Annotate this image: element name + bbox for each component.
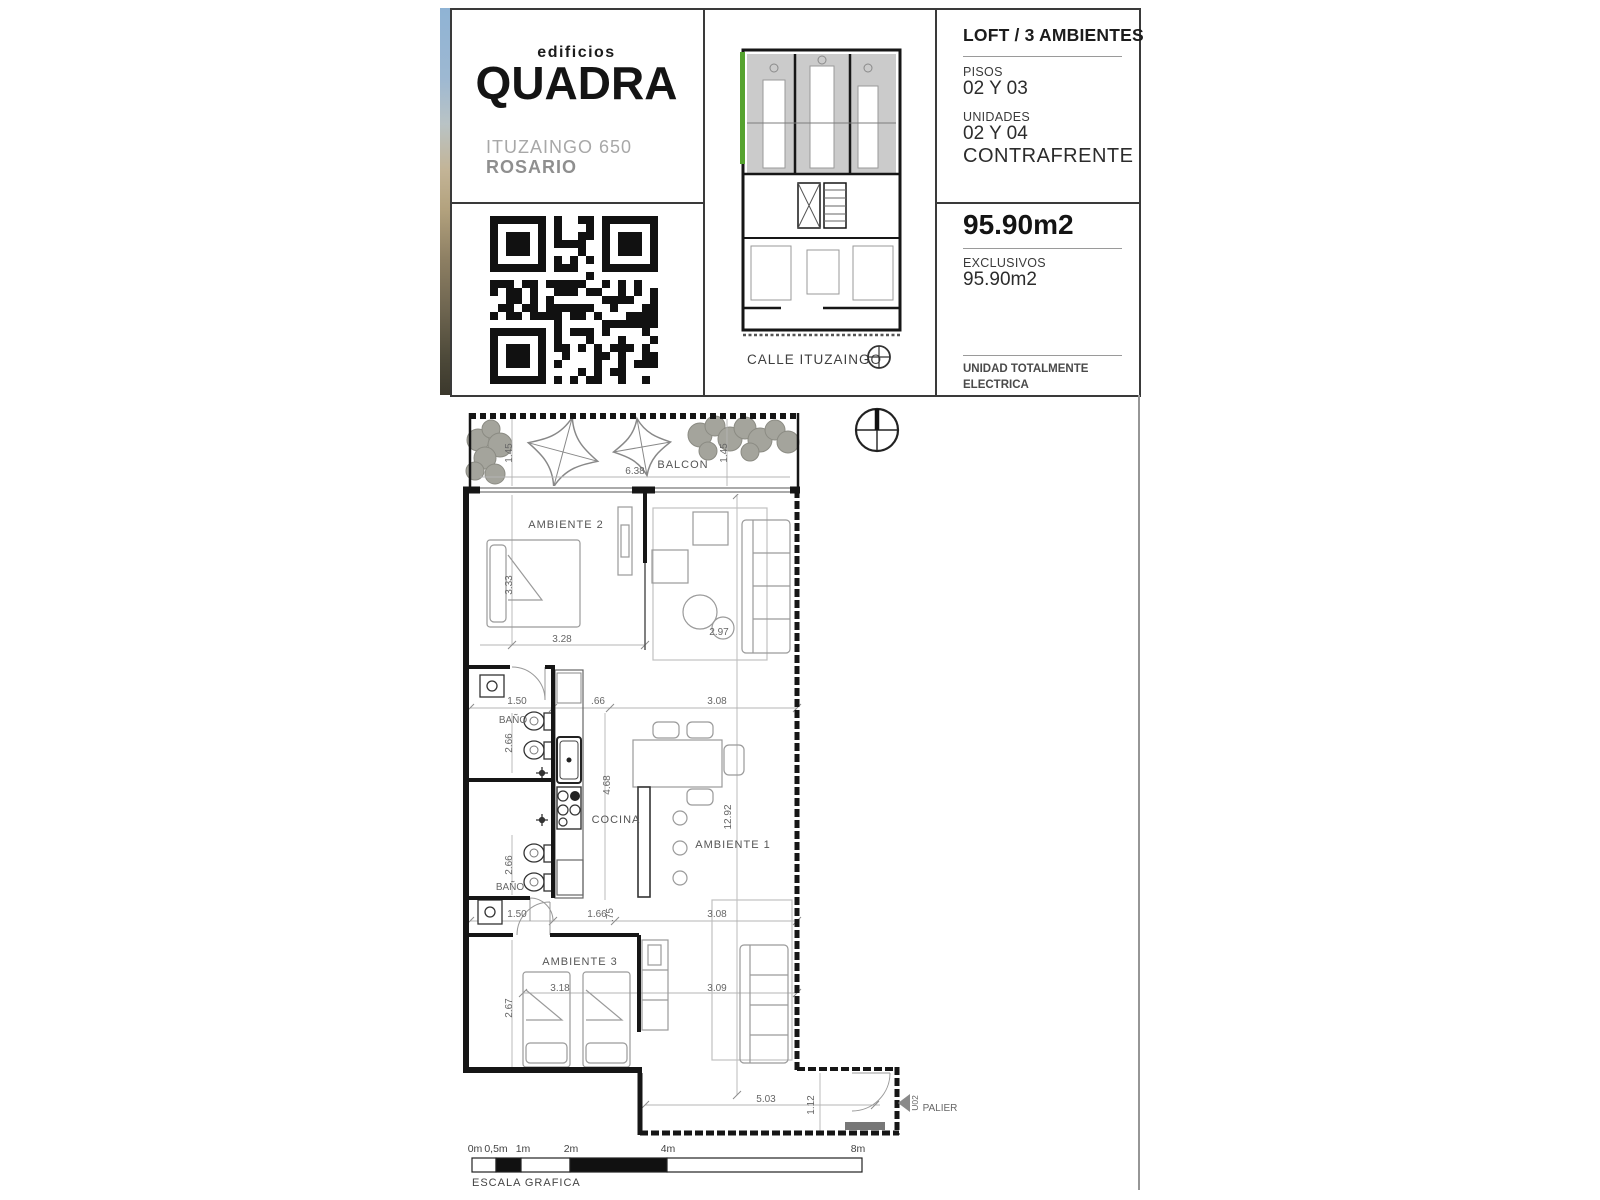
rule (963, 56, 1122, 57)
scale-tick: 0m (467, 1143, 483, 1155)
room-label-palier: PALIER (922, 1103, 958, 1114)
rug-lower (712, 900, 792, 1060)
exclusivos-label: EXCLUSIVOS (963, 256, 1046, 270)
room-label-bano-top: BAÑO (498, 715, 528, 726)
compass-icon (868, 346, 890, 368)
dim: 2.66 (504, 733, 515, 753)
dim: 1.45 (719, 443, 730, 463)
dim: 3.33 (504, 575, 515, 595)
doors (512, 667, 890, 1111)
exclusivos-value: 95.90m2 (963, 269, 1037, 290)
balcony-table (519, 408, 676, 496)
dim: 2.67 (504, 998, 515, 1018)
siteplan-drawing (740, 50, 900, 335)
dining-table (633, 740, 722, 787)
dim: 6.38 (625, 466, 645, 477)
dim: 1.45 (504, 443, 515, 463)
entry-bench (845, 1122, 885, 1130)
building-photo-strip (440, 8, 450, 395)
room-label-ambiente1: AMBIENTE 1 (695, 839, 771, 851)
unidades-label: UNIDADES (963, 110, 1030, 124)
scale-tick: 8m (850, 1143, 866, 1155)
dim: .66 (591, 696, 605, 707)
bed-amb2 (487, 540, 580, 627)
dim: 2.66 (504, 855, 515, 875)
siteplan-panel (703, 8, 935, 395)
electric-note: UNIDAD TOTALMENTE ELECTRICA (963, 363, 1089, 391)
dim: 2.97 (709, 627, 729, 638)
unit-divider (935, 202, 1139, 204)
kitchen-island (638, 787, 650, 897)
street-label: CALLE ITUZAINGO (747, 352, 883, 367)
dining-chair (724, 745, 744, 775)
qr-code (490, 216, 658, 384)
dim: 3.08 (707, 696, 727, 707)
scale-tick: 1m (515, 1143, 531, 1155)
scale-tick: 2m (563, 1143, 579, 1155)
brand-city: ROSARIO (486, 157, 578, 177)
entry-arrow-icon (898, 1094, 910, 1112)
dim: 4.68 (602, 775, 613, 795)
scale-tick: 0,5m (484, 1143, 508, 1155)
sofa-lower (740, 945, 788, 1063)
dim: 3.08 (707, 909, 727, 920)
pisos-value: 02 Y 03 (963, 78, 1028, 99)
brand-pre: edificios (537, 44, 616, 61)
compass-icon (856, 409, 898, 451)
scale-caption: ESCALA GRAFICA (472, 1177, 581, 1189)
brand-divider (450, 202, 703, 204)
area-total: 95.90m2 (963, 209, 1074, 240)
page-right-rule (1138, 395, 1140, 1190)
dim: 3.28 (552, 634, 572, 645)
coffee-table (652, 550, 688, 583)
dim: 3.09 (707, 983, 727, 994)
side-table (693, 512, 728, 545)
room-label-cocina: COCINA (591, 814, 641, 826)
room-label-ambiente2: AMBIENTE 2 (528, 519, 604, 531)
scale-tick: 4m (660, 1143, 676, 1155)
brand-logo: QUADRA (475, 57, 678, 109)
orientation-value: CONTRAFRENTE (963, 145, 1134, 167)
round-table (683, 595, 717, 629)
dim: .75 (605, 908, 616, 922)
room-label-balcon: BALCON (657, 459, 709, 471)
dim: 12.92 (723, 804, 734, 830)
unit-door-tag: U02 (910, 1095, 920, 1111)
dim: 1.50 (507, 696, 527, 707)
plants-right (688, 416, 799, 461)
tv-unit (618, 507, 632, 575)
wardrobe (642, 940, 668, 1030)
dim: 1.12 (806, 1095, 817, 1115)
dimension-ticks (466, 491, 879, 1109)
rule (963, 248, 1122, 249)
dim: 1.66 (587, 909, 607, 920)
dim: 1.50 (507, 909, 527, 920)
brand-address: ITUZAINGO 650 (486, 137, 633, 157)
room-label-bano-bottom: BAÑO (495, 882, 525, 893)
floorplan (450, 395, 1100, 1190)
siteplan-green-strip (740, 52, 745, 164)
dim: 5.03 (756, 1094, 776, 1105)
dim: 3.18 (550, 983, 570, 994)
scale-bar (468, 1143, 866, 1189)
room-label-ambiente3: AMBIENTE 3 (542, 956, 618, 968)
rule (963, 355, 1122, 356)
stool (673, 811, 687, 825)
unit-title: LOFT / 3 AMBIENTES (963, 25, 1144, 45)
pisos-label: PISOS (963, 65, 1003, 79)
unidades-value: 02 Y 04 (963, 123, 1028, 144)
